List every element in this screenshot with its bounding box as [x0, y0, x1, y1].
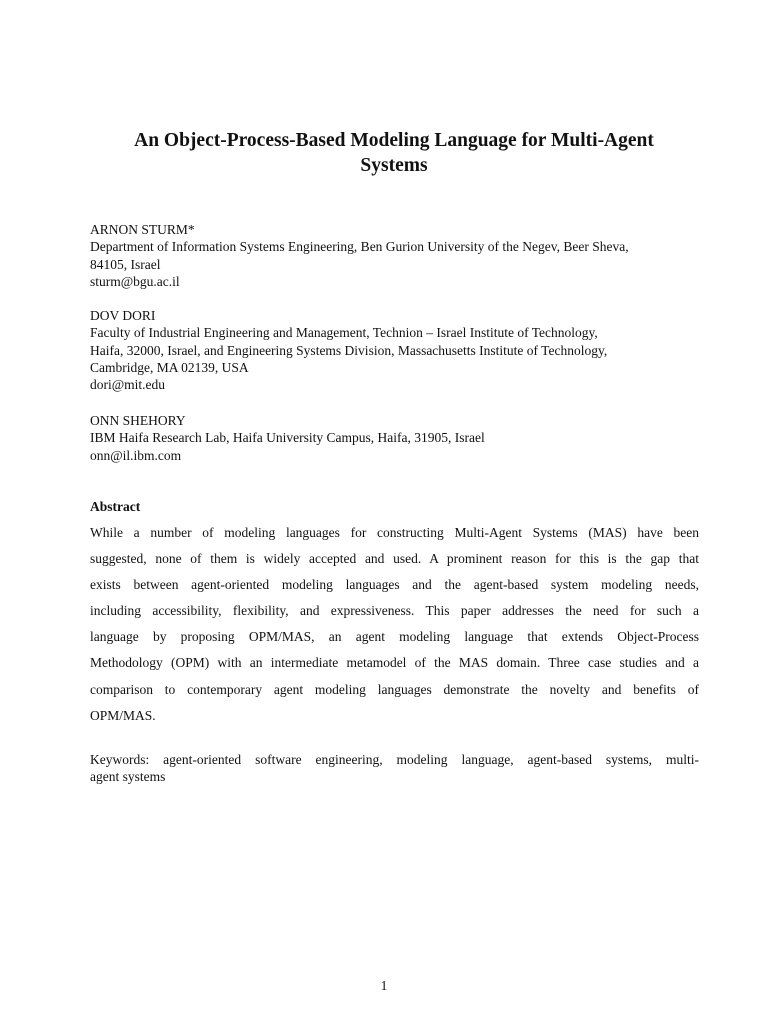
abstract-line: While a number of modeling languages for constructing Multi-Agent Systems (MAS) have been [90, 525, 699, 540]
author-block [90, 412, 700, 464]
abstract-heading: Abstract [90, 499, 141, 514]
abstract-line: language by proposing OPM/MAS, an agent modeling language that extends Object-Process [90, 629, 699, 645]
title-line: Systems [360, 155, 428, 176]
keywords [90, 751, 699, 785]
abstract-line: suggested, none of them is widely accepted and used. A prominent reason for this is the gap that [90, 551, 699, 567]
title-line: An Object-Process-Based Modeling Language for Multi-Agent [134, 130, 654, 151]
author-email: sturm@bgu.ac.il [90, 273, 180, 289]
abstract-line: including accessibility, flexibility, and expressiveness. This paper addresses the need for such a [90, 603, 699, 619]
author-name: DOV DORI [90, 308, 156, 323]
author-affiliation-line: Haifa, 32000, Israel, and Engineering Systems Division, Massachusetts Institute of Technology, [90, 342, 608, 358]
abstract-line: comparison to contemporary agent modeling languages demonstrate the novelty and benefits of [90, 681, 699, 697]
keywords-line: agent systems [90, 769, 166, 784]
author-block [90, 307, 700, 393]
keywords-line: Keywords: agent-oriented software engineering, modeling language, agent-based systems, multi- [90, 752, 699, 767]
author-affiliation-line: IBM Haifa Research Lab, Haifa University Campus, Haifa, 31905, Israel [90, 430, 485, 446]
paper-title [90, 128, 698, 178]
author-email: onn@il.ibm.com [90, 447, 182, 463]
author-block [90, 221, 700, 290]
author-affiliation-line: Department of Information Systems Engineering, Ben Gurion University of the Negev, Beer Sheva, [90, 239, 629, 255]
author-affiliation-line: 84105, Israel [90, 256, 161, 272]
author-affiliation-line: Cambridge, MA 02139, USA [90, 359, 249, 375]
abstract-line: exists between agent-oriented modeling languages and the agent-based system modeling needs, [90, 577, 699, 593]
author-email: dori@mit.edu [90, 377, 166, 393]
abstract-line: OPM/MAS. [90, 707, 156, 723]
abstract-line: Methodology (OPM) with an intermediate metamodel of the MAS domain. Three case studies and a [90, 655, 699, 671]
page-number: 1 [380, 978, 388, 993]
author-name: ARNON STURM* [90, 222, 195, 237]
author-name: ONN SHEHORY [90, 413, 186, 428]
author-affiliation-line: Faculty of Industrial Engineering and Management, Technion – Israel Institute of Technology, [90, 325, 598, 341]
abstract-body [90, 520, 699, 729]
